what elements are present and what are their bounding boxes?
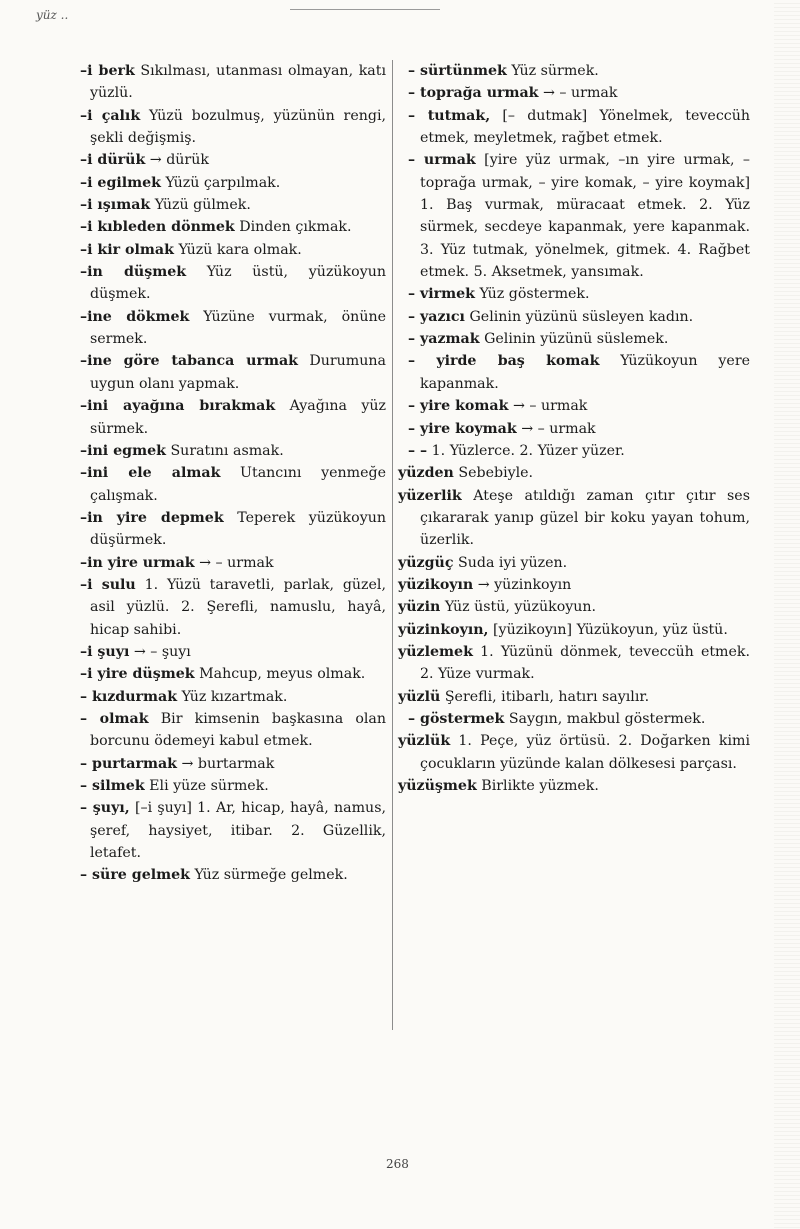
dictionary-entry xyxy=(80,194,386,216)
dictionary-entry xyxy=(398,485,750,552)
dictionary-entry xyxy=(398,730,750,775)
dictionary-entry xyxy=(80,172,386,194)
dictionary-entry xyxy=(398,418,750,440)
entry-definition: Yüzükoyun yere kapanmak. xyxy=(420,353,750,392)
dictionary-entry xyxy=(80,462,386,507)
dictionary-entry xyxy=(398,462,750,484)
entry-headword: –i kir olmak xyxy=(80,241,174,258)
entry-definition: 1. Yüzünü dönmek, teveccüh etmek. 2. Yüze vurmak. xyxy=(420,643,750,683)
entry-definition: Yüzü çarpılmak. xyxy=(161,174,281,191)
entry-headword: yüzden xyxy=(398,465,454,482)
dictionary-entry xyxy=(80,775,386,797)
dictionary-entry xyxy=(398,350,750,395)
entry-definition: [–i şuyı] 1. Ar, hicap, hayâ, namus, şeref, haysiyet, itibar. 2. Güzellik, letafet. xyxy=(90,800,386,862)
entry-headword: –i berk xyxy=(80,63,135,79)
entry-headword: yüzinkoyın, xyxy=(398,621,489,638)
entry-headword: – urmak xyxy=(408,152,476,169)
entry-definition: Sıkılması, utanması olmayan, katı yüzlü. xyxy=(90,63,386,102)
entry-definition: Gelinin yüzünü süsleyen kadın. xyxy=(464,308,694,325)
entry-headword: –i şuyı xyxy=(80,643,130,660)
entry-headword: – toprağa urmak xyxy=(408,85,539,102)
entry-headword: – göstermek xyxy=(408,710,505,727)
entry-definition: Suratını asmak. xyxy=(165,442,284,459)
entry-definition: Yüz sürmek. xyxy=(506,63,599,79)
scan-margin xyxy=(774,0,800,1229)
column-divider xyxy=(392,60,393,1030)
entry-headword: yüzlemek xyxy=(398,643,473,660)
entry-headword: –in yire depmek xyxy=(80,509,224,526)
dictionary-entry xyxy=(398,60,750,82)
entry-headword: –in düşmek xyxy=(80,264,187,281)
entry-headword: –i dürük xyxy=(80,152,146,169)
entry-headword: – – xyxy=(408,442,428,459)
entry-definition: Yüz üstü, yüzükoyun. xyxy=(440,599,597,616)
dictionary-entry xyxy=(80,797,386,864)
dictionary-entry xyxy=(398,552,750,574)
dictionary-entry xyxy=(398,708,750,730)
entry-headword: – kızdurmak xyxy=(80,688,178,705)
entry-headword: yüzerlik xyxy=(398,487,462,504)
entry-definition: Bir kimsenin başkasına olan borcunu ödemeyi kabul etmek. xyxy=(90,710,387,750)
entry-headword: –ine dökmek xyxy=(80,308,190,325)
entry-definition: → – urmak xyxy=(538,85,618,102)
dictionary-entry xyxy=(80,641,386,663)
entry-definition: Suda iyi yüzen. xyxy=(453,554,568,571)
dictionary-entry xyxy=(80,574,386,641)
entry-headword: –ini ayağına bırakmak xyxy=(80,398,276,415)
entry-headword: –ini ele almak xyxy=(80,465,221,482)
entry-headword: – sürtünmek xyxy=(408,63,507,79)
entry-headword: yüzgüç xyxy=(398,554,454,571)
entry-headword: – yire komak xyxy=(408,398,509,415)
entry-headword: yüzikoyın xyxy=(398,576,474,593)
top-rule xyxy=(290,9,440,10)
entry-definition: Şerefli, itibarlı, hatırı sayılır. xyxy=(440,688,650,705)
dictionary-entry xyxy=(80,350,386,395)
entry-definition: Ateşe atıldığı zaman çıtır çıtır ses çıkararak yanıp güzel bir koku yayan tohum, üzerlik. xyxy=(420,487,750,549)
dictionary-entry xyxy=(80,507,386,552)
entry-headword: –i kıbleden dönmek xyxy=(80,219,235,236)
entry-headword: –i sulu xyxy=(80,576,136,593)
entry-headword: –i çalık xyxy=(80,107,141,124)
entry-definition: Yüz sürmeğe gelmek. xyxy=(189,867,348,884)
entry-headword: – yazmak xyxy=(408,331,480,348)
entry-definition: → – urmak xyxy=(508,398,588,415)
dictionary-entry xyxy=(80,663,386,685)
dictionary-entry xyxy=(80,552,386,574)
dictionary-entry xyxy=(80,239,386,261)
entry-headword: –in yire urmak xyxy=(80,554,195,571)
entry-headword: – yire koymak xyxy=(408,420,517,437)
entry-headword: – yirde baş komak xyxy=(408,353,600,370)
entry-definition: → burtarmak xyxy=(177,755,275,772)
entry-headword: – yazıcı xyxy=(408,308,465,325)
entry-headword: – silmek xyxy=(80,778,145,794)
entry-headword: – purtarmak xyxy=(80,755,177,772)
dictionary-entry xyxy=(80,216,386,238)
dictionary-entry xyxy=(398,328,750,350)
entry-definition: Yüz üstü, yüzükoyun düşmek. xyxy=(90,264,386,303)
entry-headword: – tutmak, xyxy=(408,107,491,124)
entry-definition: Yüzü gülmek. xyxy=(150,197,251,214)
entry-definition: [yire yüz urmak, –ın yire urmak, – toprağa urmak, – yire komak, – yire koymak] 1. Baş vurmak, müracaat etmek. 2. Yüz sürmek, secdeye kapanmak, yere kapanmak. 3. Yüz tutmak, yönelmek, gitmek. 4. Rağbet etmek. 5. Aksetmek, yansımak. xyxy=(420,152,750,281)
dictionary-entry xyxy=(80,261,386,306)
entry-definition: Durumuna uygun olanı yapmak. xyxy=(90,353,386,392)
entry-definition: Gelinin yüzünü süslemek. xyxy=(479,331,669,348)
entry-headword: – şuyı, xyxy=(80,800,130,817)
page-number: 268 xyxy=(386,1157,409,1171)
entry-definition: Yüz kızartmak. xyxy=(177,688,288,705)
entry-definition: → dürük xyxy=(145,152,209,169)
entry-headword: –ine göre tabanca urmak xyxy=(80,353,298,370)
entry-definition: [– dutmak] Yönelmek, teveccüh etmek, meyletmek, rağbet etmek. xyxy=(420,107,750,147)
dictionary-entry xyxy=(80,60,386,105)
entry-definition: → – şuyı xyxy=(129,643,191,660)
entry-headword: yüzin xyxy=(398,599,441,616)
dictionary-entry xyxy=(398,306,750,328)
dictionary-entry xyxy=(398,641,750,686)
left-column xyxy=(80,60,386,887)
entry-definition: → – urmak xyxy=(194,554,274,571)
dictionary-entry xyxy=(398,105,750,150)
entry-definition: Teperek yüzükoyun düşürmek. xyxy=(90,509,386,549)
dictionary-entry xyxy=(398,619,750,641)
entry-definition: 1. Peçe, yüz örtüsü. 2. Doğarken kimi çocukların yüzünde kalan dölkesesi parçası. xyxy=(420,733,750,772)
entry-definition: → yüzinkoyın xyxy=(473,576,572,593)
dictionary-entry xyxy=(398,686,750,708)
dictionary-entry xyxy=(80,753,386,775)
dictionary-entry xyxy=(398,574,750,596)
dictionary-entry xyxy=(80,440,386,462)
entry-definition: Yüzü kara olmak. xyxy=(173,241,302,258)
dictionary-entry xyxy=(398,283,750,305)
dictionary-entry xyxy=(80,686,386,708)
dictionary-entry xyxy=(398,775,750,797)
entry-definition: Yüzüne vurmak, önüne sermek. xyxy=(90,308,386,348)
entry-headword: –i yire düşmek xyxy=(80,666,195,683)
entry-definition: Utancını yenmeğe çalışmak. xyxy=(90,465,386,504)
dictionary-entry xyxy=(80,395,386,440)
dictionary-entry xyxy=(398,395,750,417)
dictionary-entry xyxy=(398,596,750,618)
entry-headword: – olmak xyxy=(80,710,149,727)
right-column xyxy=(398,60,750,797)
dictionary-entry xyxy=(398,82,750,104)
entry-definition: Yüzü bozulmuş, yüzünün rengi, şekli değişmiş. xyxy=(90,107,386,147)
entry-definition: Ayağına yüz sürmek. xyxy=(90,398,386,437)
dictionary-entry xyxy=(398,440,750,462)
entry-definition: Dinden çıkmak. xyxy=(234,219,352,236)
entry-definition: Birlikte yüzmek. xyxy=(476,778,599,794)
entry-definition: Eli yüze sürmek. xyxy=(144,778,269,794)
entry-definition: Sebebiyle. xyxy=(453,465,534,482)
entry-headword: –ini egmek xyxy=(80,442,166,459)
entry-definition: 1. Yüzü taravetli, parlak, güzel, asil yüzlü. 2. Şerefli, namuslu, hayâ, hicap sahibi. xyxy=(90,576,386,638)
dictionary-entry xyxy=(80,864,386,886)
entry-definition: Mahcup, meyus olmak. xyxy=(194,666,366,683)
dictionary-entry xyxy=(398,149,750,283)
entry-definition: Yüz göstermek. xyxy=(475,286,590,303)
dictionary-entry xyxy=(80,306,386,351)
dictionary-entry xyxy=(80,708,386,753)
dictionary-entry xyxy=(80,149,386,171)
entry-definition: 1. Yüzlerce. 2. Yüzer yüzer. xyxy=(427,442,625,459)
entry-headword: yüzüşmek xyxy=(398,778,477,794)
dictionary-entry xyxy=(80,105,386,150)
entry-headword: yüzlü xyxy=(398,688,441,705)
entry-definition: [yüzikoyın] Yüzükoyun, yüz üstü. xyxy=(488,621,728,638)
running-head: yüz .. xyxy=(36,8,69,22)
entry-headword: –i egilmek xyxy=(80,174,162,191)
entry-headword: – süre gelmek xyxy=(80,867,190,884)
entry-definition: → – urmak xyxy=(516,420,596,437)
entry-headword: – virmek xyxy=(408,286,476,303)
entry-headword: yüzlük xyxy=(398,733,451,750)
entry-headword: –i ışımak xyxy=(80,197,151,214)
entry-definition: Saygın, makbul göstermek. xyxy=(504,710,706,727)
